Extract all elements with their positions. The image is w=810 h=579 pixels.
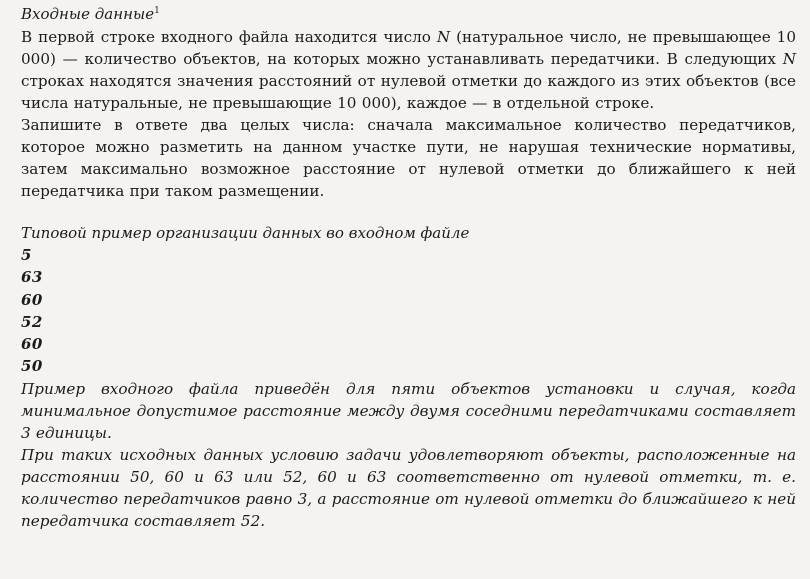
- footnote-mark: 1: [154, 6, 160, 16]
- example-line: 5: [21, 246, 32, 264]
- example-line: 63: [21, 268, 43, 287]
- section-heading: [21, 4, 796, 26]
- input-description-text-2: (натуральное число, не превышающее 10 000) — количество объектов, на которых можно устанавливать передатчики. В следующих: [21, 28, 796, 68]
- example-heading: Типовой пример организации данных во входном файле: [21, 224, 470, 242]
- example-line: 52: [21, 312, 43, 331]
- spacer: [21, 202, 796, 222]
- example-input-lines: [21, 244, 796, 378]
- section-heading-text: Входные данные: [21, 5, 155, 23]
- example-line: 50: [21, 357, 43, 376]
- example-note-1: Пример входного файла приведён для пяти объектов установки и случая, когда минимальное допустимое расстояние между двумя соседними передатчиками составляет 3 единицы.: [21, 379, 796, 442]
- example-note-2: При таких исходных данных условию задачи удовлетворяют объекты, расположенные на расстоянии 50, 60 и 63 или 52, 60 и 63 соответственно от нулевой отметки, т. е. количество передатчиков равно 3, а расстояние от нулевой отметки до ближайшего к ней передатчика составляет 52.: [21, 445, 796, 530]
- example-line: 60: [21, 335, 43, 354]
- variable-n-1: N: [436, 28, 451, 46]
- variable-n-2: N: [782, 50, 796, 68]
- answer-instructions-paragraph: Запишите в ответе два целых числа: сначала максимальное количество передатчиков, которое можно разметить на данном участке пути, не нарушая технические нормативы, затем максимально возможное расстояние от нулевой отметки до ближайшего к ней передатчика при таком размещении.: [21, 116, 796, 200]
- input-description-text-1: В первой строке входного файла находится число: [21, 28, 437, 46]
- input-description-text-3: строках находятся значения расстояний от нулевой отметки до каждого из этих объектов (все числа натуральные, не превышающие 10 000), каждое — в отдельной строке.: [21, 72, 796, 112]
- input-description-paragraph: [21, 26, 796, 114]
- example-line: 60: [21, 290, 43, 309]
